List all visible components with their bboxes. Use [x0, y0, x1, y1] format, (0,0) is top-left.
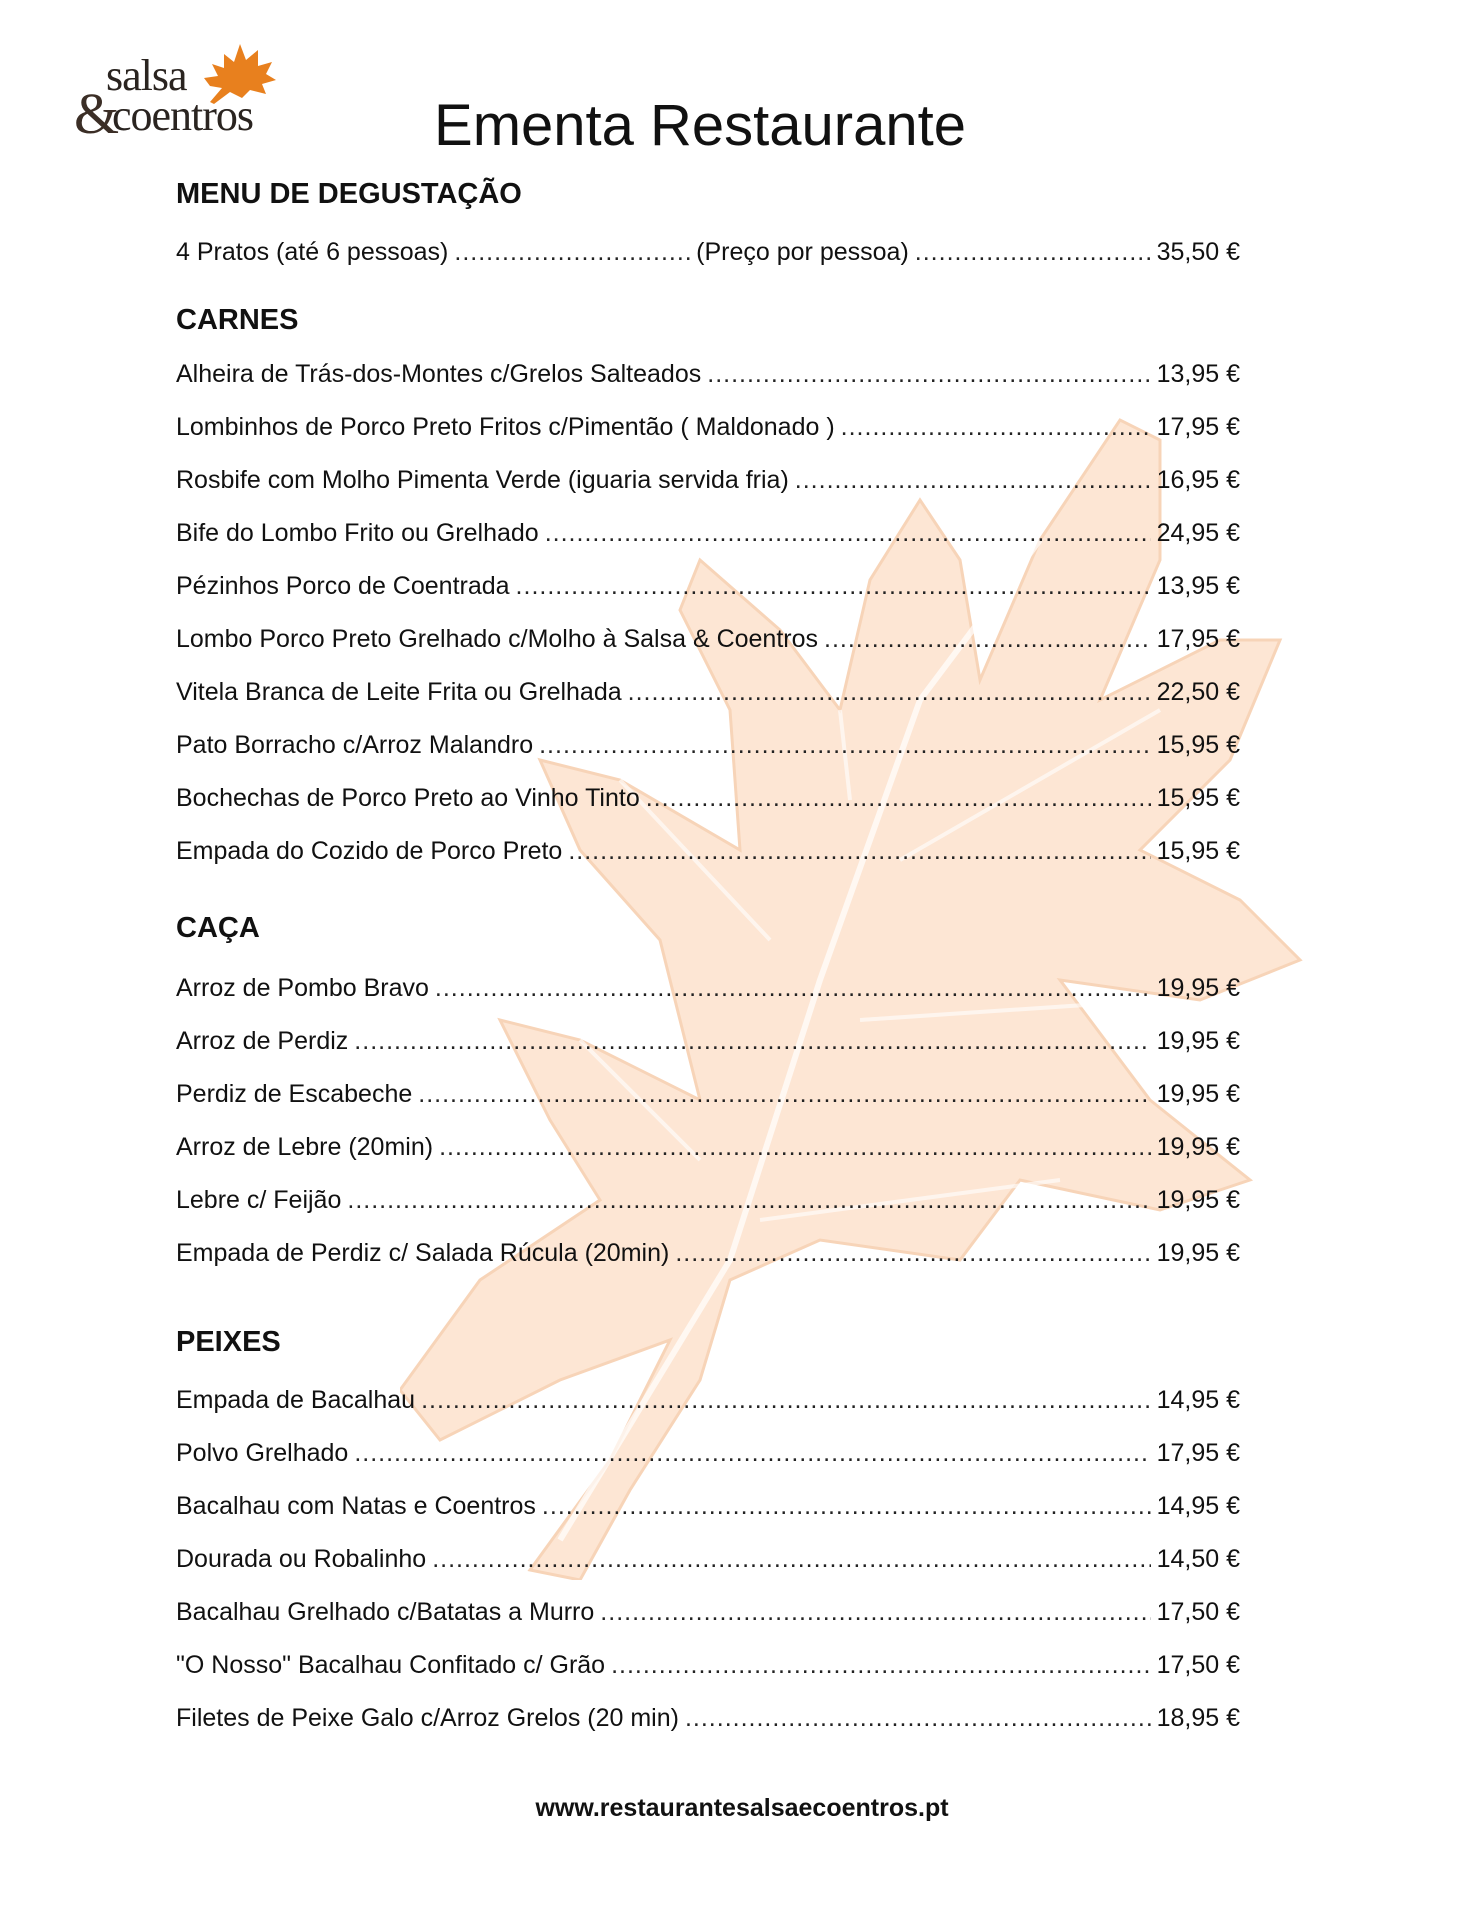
menu-item-price: 15,95 € [1156, 784, 1240, 812]
dot-leader [542, 1492, 1151, 1521]
menu-item-price: 18,95 € [1156, 1704, 1240, 1732]
dot-leader [439, 1133, 1151, 1162]
section-heading-caca: CAÇA [176, 912, 260, 944]
page-title: Ementa Restaurante [434, 93, 966, 158]
dot-leader [707, 360, 1150, 389]
menu-item-price: 17,95 € [1156, 413, 1240, 441]
menu-item-price: 13,95 € [1156, 360, 1240, 388]
menu-item-name: Bacalhau Grelhado c/Batatas a Murro [176, 1598, 595, 1626]
menu-item-price: 15,95 € [1156, 731, 1240, 759]
menu-item-name: Lebre c/ Feijão [176, 1186, 342, 1214]
menu-item-price: 15,95 € [1156, 837, 1240, 865]
menu-item-name: 4 Pratos (até 6 pessoas) [176, 238, 449, 266]
menu-item-name: Bife do Lombo Frito ou Grelhado [176, 519, 539, 547]
menu-item [176, 1133, 1240, 1173]
dot-leader [545, 519, 1151, 548]
menu-item [176, 413, 1240, 453]
dot-leader [568, 837, 1150, 866]
menu-item-name: Arroz de Pombo Bravo [176, 974, 429, 1002]
dot-leader [611, 1651, 1151, 1680]
dot-leader [516, 572, 1151, 601]
menu-item-name: Alheira de Trás-dos-Montes c/Grelos Salteados [176, 360, 702, 388]
menu-item [176, 731, 1240, 771]
menu-item-price: 19,95 € [1156, 1239, 1240, 1267]
menu-item [176, 1545, 1240, 1585]
menu-item-price: 19,95 € [1156, 974, 1240, 1002]
menu-item-name: Empada do Cozido de Porco Preto [176, 837, 563, 865]
menu-item-name: "O Nosso" Bacalhau Confitado c/ Grão [176, 1651, 606, 1679]
menu-item-name: Lombinhos de Porco Preto Fritos c/Pimentão ( Maldonado ) [176, 413, 835, 441]
menu-item [176, 837, 1240, 877]
dot-leader [646, 784, 1151, 813]
dot-leader [628, 678, 1151, 707]
menu-item [176, 1492, 1240, 1532]
dot-leader [675, 1239, 1150, 1268]
dot-leader [418, 1080, 1150, 1109]
menu-item-name: Lombo Porco Preto Grelhado c/Molho à Salsa & Coentros [176, 625, 819, 653]
menu-item [176, 572, 1240, 612]
menu-item-price: 19,95 € [1156, 1027, 1240, 1055]
menu-item [176, 238, 1240, 278]
menu-item-name: Pézinhos Porco de Coentrada [176, 572, 510, 600]
menu-item-price: 22,50 € [1156, 678, 1240, 706]
menu-item-name: Dourada ou Robalinho [176, 1545, 427, 1573]
menu-item-name: Polvo Grelhado [176, 1439, 349, 1467]
menu-item-price: 17,95 € [1156, 625, 1240, 653]
dot-leader [841, 413, 1151, 442]
menu-item [176, 1704, 1240, 1744]
section-heading-carnes: CARNES [176, 304, 299, 336]
menu-item-price: 16,95 € [1156, 466, 1240, 494]
menu-item [176, 1386, 1240, 1426]
menu-item [176, 784, 1240, 824]
menu-item-price: 14,50 € [1156, 1545, 1240, 1573]
dot-leader [432, 1545, 1150, 1574]
menu-item-name: Arroz de Perdiz [176, 1027, 349, 1055]
logo-text-salsa: salsa [106, 51, 187, 100]
menu-item [176, 1186, 1240, 1226]
dot-leader [539, 731, 1150, 760]
dot-leader [795, 466, 1151, 495]
menu-item [176, 1439, 1240, 1479]
dot-leader [421, 1386, 1151, 1415]
menu-item-price: 17,50 € [1156, 1598, 1240, 1626]
menu-item-price: 24,95 € [1156, 519, 1240, 547]
menu-item-note: (Preço por pessoa) [696, 238, 909, 266]
dot-leader [354, 1027, 1150, 1056]
logo-ampersand: & [74, 81, 120, 146]
menu-item [176, 678, 1240, 718]
menu-item-price: 19,95 € [1156, 1133, 1240, 1161]
menu-item [176, 360, 1240, 400]
menu-item-name: Bochechas de Porco Preto ao Vinho Tinto [176, 784, 640, 812]
menu-item-price: 17,50 € [1156, 1651, 1240, 1679]
menu-item [176, 466, 1240, 506]
menu-item [176, 1598, 1240, 1638]
dot-leader [354, 1439, 1150, 1468]
section-heading-peixes: PEIXES [176, 1326, 281, 1358]
menu-item-name: Rosbife com Molho Pimenta Verde (iguaria servida fria) [176, 466, 789, 494]
dot-leader [347, 1186, 1150, 1215]
menu-item [176, 1027, 1240, 1067]
menu-item-price: 14,95 € [1156, 1492, 1240, 1520]
menu-item-price: 17,95 € [1156, 1439, 1240, 1467]
menu-item-name: Empada de Bacalhau [176, 1386, 416, 1414]
menu-item-price: 19,95 € [1156, 1186, 1240, 1214]
menu-item-price: 14,95 € [1156, 1386, 1240, 1414]
menu-item-name: Filetes de Peixe Galo c/Arroz Grelos (20 min) [176, 1704, 679, 1732]
menu-item-name: Vitela Branca de Leite Frita ou Grelhada [176, 678, 622, 706]
menu-item-name: Empada de Perdiz c/ Salada Rúcula (20min) [176, 1239, 670, 1267]
dot-leader [824, 625, 1151, 654]
dot-leader [915, 238, 1151, 267]
menu-item-price: 35,50 € [1156, 238, 1240, 266]
menu-item-name: Arroz de Lebre (20min) [176, 1133, 434, 1161]
menu-item [176, 625, 1240, 665]
dot-leader [685, 1704, 1151, 1733]
dot-leader [435, 974, 1151, 1003]
menu-item [176, 1651, 1240, 1691]
menu-item [176, 1239, 1240, 1279]
menu-item-name: Pato Borracho c/Arroz Malandro [176, 731, 534, 759]
menu-item-name: Bacalhau com Natas e Coentros [176, 1492, 536, 1520]
menu-item [176, 519, 1240, 559]
menu-item-price: 19,95 € [1156, 1080, 1240, 1108]
dot-leader [600, 1598, 1150, 1627]
menu-item-name: Perdiz de Escabeche [176, 1080, 413, 1108]
section-heading-degustacao: MENU DE DEGUSTAÇÃO [176, 178, 522, 210]
menu-item-price: 13,95 € [1156, 572, 1240, 600]
dot-leader [454, 238, 690, 267]
website-url[interactable]: www.restaurantesalsaecoentros.pt [535, 1794, 949, 1822]
menu-item [176, 1080, 1240, 1120]
menu-item [176, 974, 1240, 1014]
logo-text-coentros: coentros [112, 91, 254, 140]
